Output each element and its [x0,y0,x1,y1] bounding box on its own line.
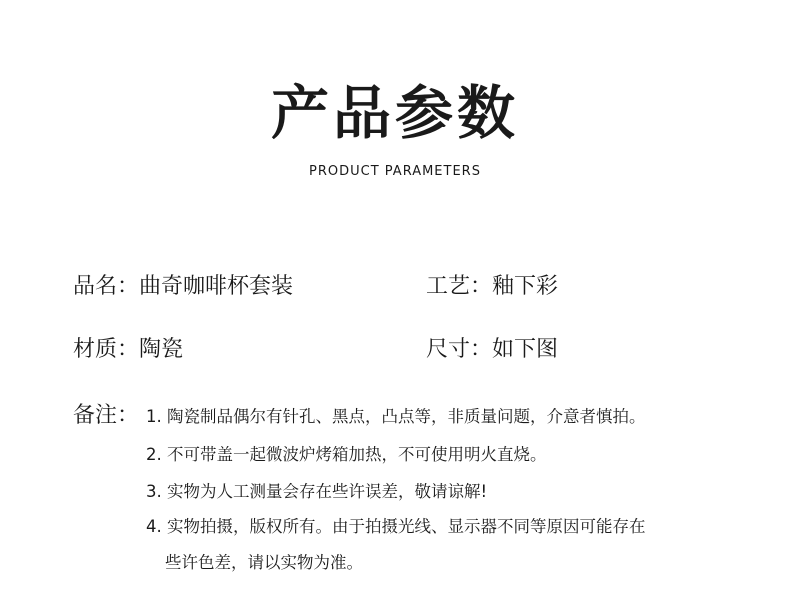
note-item-3: 3. 实物为人工测量会存在些许误差，敬请谅解! [146,482,488,501]
note-item-4: 4. 实物拍摄，版权所有。由于拍摄光线、显示器不同等原因可能存在 [146,517,646,536]
notes-label: 备注： [73,403,140,428]
param-product-name: 品名：曲奇咖啡杯套装 [73,274,294,299]
param-material: 材质：陶瓷 [73,337,184,362]
page-subtitle: PRODUCT PARAMETERS [309,164,481,179]
note-item-4-continued: 些许色差，请以实物为准。 [165,553,363,572]
note-item-2: 2. 不可带盖一起微波炉烤箱加热，不可使用明火直烧。 [146,445,547,464]
page-title: 产品参数 [270,79,519,147]
note-item-1: 1. 陶瓷制品偶尔有针孔、黑点，凸点等，非质量问题，介意者慎拍。 [146,407,646,426]
param-craft: 工艺：釉下彩 [426,274,559,299]
param-size: 尺寸：如下图 [426,337,559,362]
